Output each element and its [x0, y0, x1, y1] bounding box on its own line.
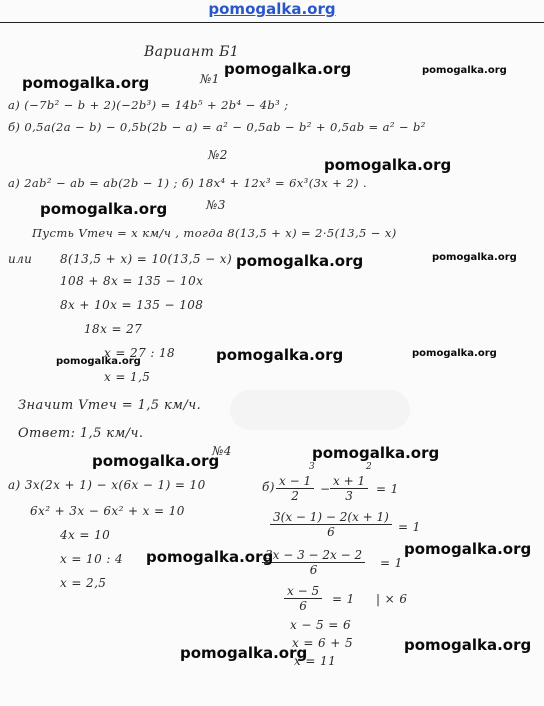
header-divider	[0, 22, 544, 23]
task1-line-b: б) 0,5a(2a − b) − 0,5b(2b − a) = a² − 0,5ab − b² + 0,5ab = a² − b²	[8, 120, 426, 134]
task3-line3: 108 + 8x = 135 − 10x	[60, 274, 204, 288]
fraction4-denominator: 6	[309, 563, 318, 577]
task1-number: №1	[200, 72, 220, 86]
fraction5-denominator: 6	[299, 599, 307, 613]
task3-line1: Пусть Vтеч = x км/ч , тогда 8(13,5 + x) = 2·5(13,5 − x)	[32, 226, 397, 240]
fraction1-numerator: x − 1	[276, 474, 314, 489]
watermark: pomogalka.org	[216, 346, 344, 364]
task3-number: №3	[206, 198, 226, 212]
task4-a-line3: 4x = 10	[60, 528, 111, 542]
watermark: pomogalka.org	[224, 60, 352, 78]
task3-answer: Ответ: 1,5 км/ч.	[18, 426, 144, 441]
fraction2-denominator: 3	[345, 489, 353, 503]
site-title-link[interactable]: pomogalka.org	[208, 0, 336, 18]
task3-line6: x = 27 : 18	[104, 346, 176, 360]
task4-a-line5: x = 2,5	[60, 576, 107, 590]
task3-line2-prefix: или	[8, 252, 33, 266]
watermark: pomogalka.org	[40, 200, 168, 218]
task3-line2: 8(13,5 + x) = 10(13,5 − x)	[60, 252, 233, 266]
task4-b-fraction4	[262, 548, 365, 577]
task4-b-eq3: = 1	[380, 556, 403, 570]
watermark: pomogalka.org	[22, 74, 150, 92]
watermark: pomogalka.org	[180, 644, 308, 662]
task4-a-line4: x = 10 : 4	[60, 552, 124, 566]
watermark: pomogalka.org	[56, 356, 141, 367]
task4-b-multiplier: | × 6	[376, 592, 408, 606]
watermark: pomogalka.org	[146, 548, 274, 566]
task3-conclusion: Значит Vтеч = 1,5 км/ч.	[18, 398, 202, 413]
fraction3-denominator: 6	[327, 525, 335, 539]
task4-b-eq4: = 1	[332, 592, 355, 606]
task4-b-line5: x − 5 = 6	[290, 618, 352, 632]
task3-line4: 8x + 10x = 135 − 108	[60, 298, 204, 312]
fraction5-numerator: x − 5	[284, 584, 322, 599]
watermark: pomogalka.org	[432, 252, 517, 263]
fraction4-numerator: 3x − 3 − 2x − 2	[262, 548, 365, 563]
task3-line5: 18x = 27	[84, 322, 143, 336]
task4-b-eq1: = 1	[376, 482, 399, 496]
task4-b-fraction1	[276, 474, 314, 503]
task4-number: №4	[212, 444, 232, 458]
task4-a-line1: а) 3x(2x + 1) − x(6x − 1) = 10	[8, 478, 206, 492]
fraction2-numerator: x + 1	[330, 474, 368, 489]
task4-b-label: б)	[262, 480, 275, 494]
task4-b-minus: −	[320, 482, 331, 496]
task4-b-fraction3	[270, 510, 392, 539]
task4-a-line2: 6x² + 3x − 6x² + x = 10	[30, 504, 185, 518]
task4-b-sup1: 3	[309, 462, 316, 472]
task4-b-sup2: 2	[366, 462, 373, 472]
variant-title: Вариант Б1	[144, 44, 240, 60]
task2-line: а) 2ab² − ab = ab(2b − 1) ; б) 18x⁴ + 12x³ = 6x³(3x + 2) .	[8, 176, 368, 190]
watermark: pomogalka.org	[412, 348, 497, 359]
task4-b-line7: x = 11	[294, 654, 337, 668]
paper-smudge	[230, 390, 410, 430]
task1-line-a: а) (−7b² − b + 2)(−2b³) = 14b⁵ + 2b⁴ − 4b³ ;	[8, 98, 289, 112]
watermark: pomogalka.org	[404, 636, 532, 654]
watermark: pomogalka.org	[404, 540, 532, 558]
watermark: pomogalka.org	[92, 452, 220, 470]
watermark: pomogalka.org	[236, 252, 364, 270]
watermark: pomogalka.org	[422, 65, 507, 76]
task4-b-eq2: = 1	[398, 520, 421, 534]
task4-b-fraction2	[330, 474, 368, 503]
fraction3-numerator: 3(x − 1) − 2(x + 1)	[270, 510, 392, 525]
watermark: pomogalka.org	[312, 444, 440, 462]
task3-line7: x = 1,5	[104, 370, 151, 384]
watermark: pomogalka.org	[324, 156, 452, 174]
task4-b-line6: x = 6 + 5	[292, 636, 354, 650]
fraction1-denominator: 2	[291, 489, 299, 503]
task2-number: №2	[208, 148, 228, 162]
task4-b-fraction5	[284, 584, 322, 613]
